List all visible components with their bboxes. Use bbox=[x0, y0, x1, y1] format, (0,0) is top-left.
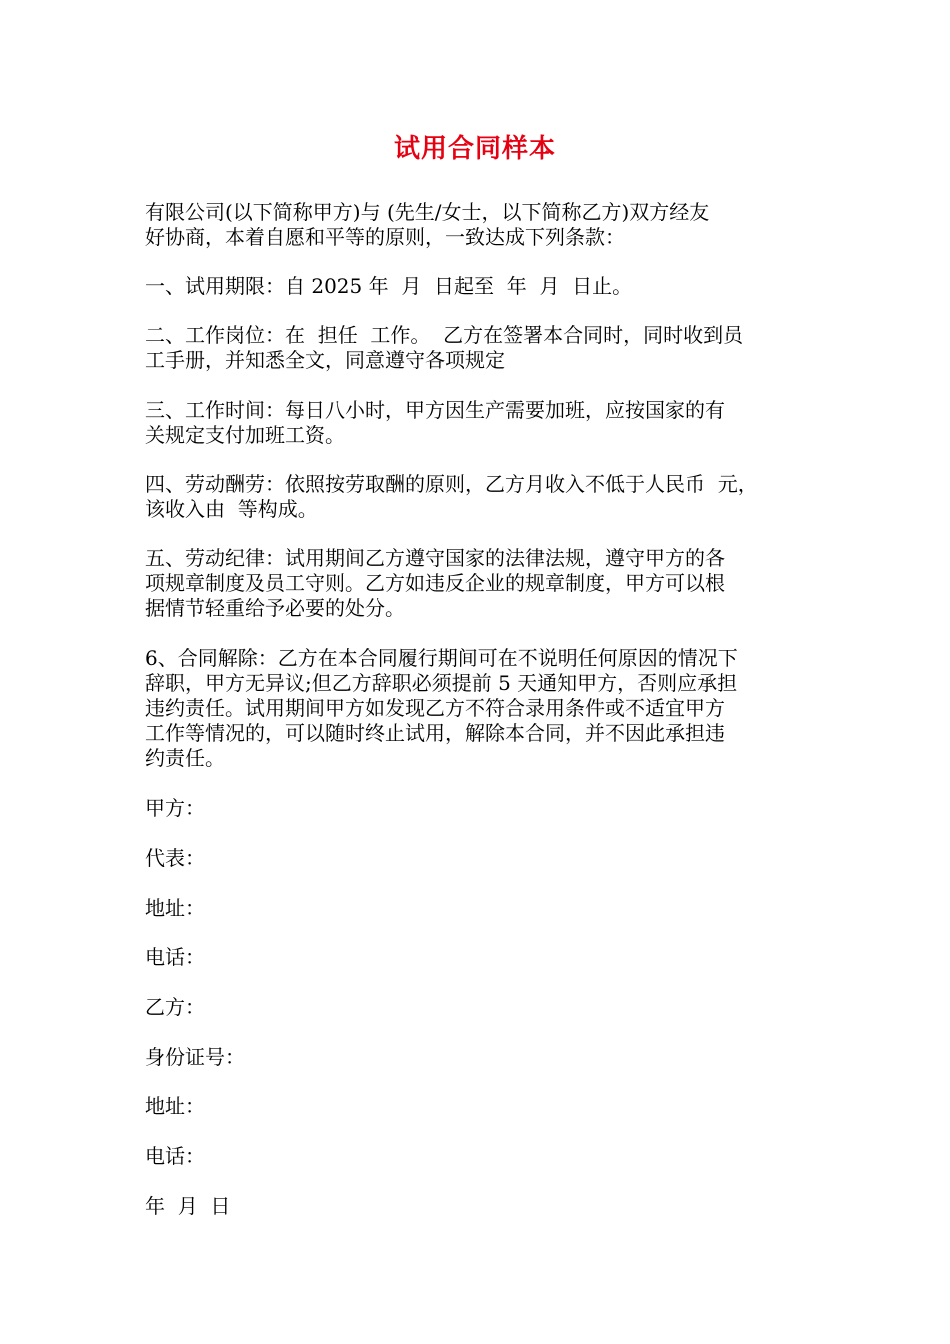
text-line: 地址： bbox=[145, 896, 205, 920]
text-line: 该收入由 等构成。 bbox=[145, 497, 318, 521]
text-line: 地址： bbox=[145, 1094, 205, 1118]
document-title: 试用合同样本 bbox=[393, 134, 556, 164]
text-line: 三、工作时间：每日八小时，甲方因生产需要加班，应按国家的有 bbox=[145, 398, 725, 422]
party-a-phone-label bbox=[145, 945, 810, 970]
text-line: 好协商，本着自愿和平等的原则，一致达成下列条款： bbox=[145, 225, 625, 249]
id-number-label bbox=[145, 1045, 810, 1070]
clause-remuneration bbox=[145, 472, 810, 522]
clause-trial-period bbox=[145, 274, 810, 299]
clause-working-hours bbox=[145, 398, 810, 448]
text-line: 四、劳动酬劳：依照按劳取酬的原则，乙方月收入不低于人民币 元， bbox=[145, 472, 758, 496]
representative-label bbox=[145, 846, 810, 871]
clause-position bbox=[145, 323, 810, 373]
text-line: 关规定支付加班工资。 bbox=[145, 423, 345, 447]
date-line bbox=[145, 1194, 810, 1219]
clause-termination bbox=[145, 646, 810, 771]
text-line: 电话： bbox=[145, 945, 205, 969]
party-b-address-label bbox=[145, 1094, 810, 1119]
text-line: 甲方： bbox=[145, 796, 205, 820]
text-line: 违约责任。试用期间甲方如发现乙方不符合录用条件或不适宜甲方 bbox=[145, 696, 725, 720]
text-line: 辞职，甲方无异议;但乙方辞职必须提前 5 天通知甲方，否则应承担 bbox=[145, 671, 738, 695]
party-a-address-label bbox=[145, 896, 810, 921]
party-b-label bbox=[145, 995, 810, 1020]
text-line: 年 月 日 bbox=[145, 1194, 231, 1218]
text-line: 有限公司(以下简称甲方)与 (先生/女士，以下简称乙方)双方经友 bbox=[145, 200, 710, 224]
text-line: 6、合同解除：乙方在本合同履行期间可在不说明任何原因的情况下 bbox=[145, 646, 738, 670]
text-line: 五、劳动纪律：试用期间乙方遵守国家的法律法规，遵守甲方的各 bbox=[145, 546, 725, 570]
text-line: 身份证号： bbox=[145, 1045, 245, 1069]
party-a-label bbox=[145, 796, 810, 821]
text-line: 乙方： bbox=[145, 995, 205, 1019]
intro-paragraph bbox=[145, 200, 810, 250]
text-line: 据情节轻重给予必要的处分。 bbox=[145, 596, 405, 620]
text-line: 电话： bbox=[145, 1144, 205, 1168]
text-line: 二、工作岗位：在 担任 工作。 乙方在签署本合同时，同时收到员 bbox=[145, 323, 744, 347]
text-line: 项规章制度及员工守则。乙方如违反企业的规章制度，甲方可以根 bbox=[145, 571, 725, 595]
text-line: 工作等情况的，可以随时终止试用，解除本合同，并不因此承担违 bbox=[145, 721, 725, 745]
text-line: 工手册，并知悉全文，同意遵守各项规定 bbox=[145, 348, 505, 372]
text-line: 一、试用期限：自 2025 年 月 日起至 年 月 日止。 bbox=[145, 274, 633, 298]
clause-discipline bbox=[145, 546, 810, 621]
text-line: 代表： bbox=[145, 846, 205, 870]
text-line: 约责任。 bbox=[145, 746, 225, 770]
party-b-phone-label bbox=[145, 1144, 810, 1169]
